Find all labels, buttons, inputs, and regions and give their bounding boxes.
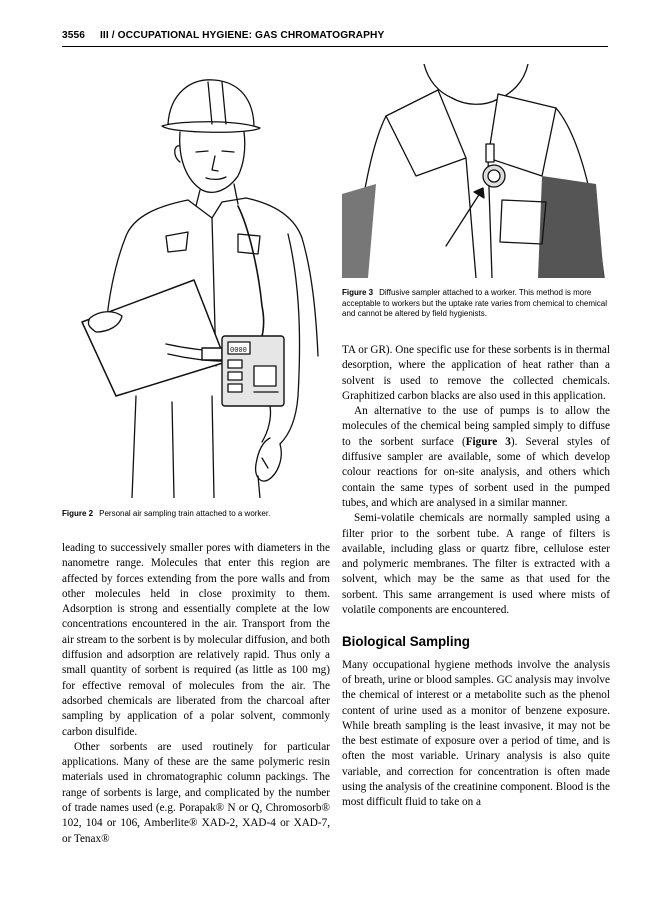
right-para-3: Semi-volatile chemicals are normally sampled using a filter prior to the sorbent tube. A range of filters is available, including glass or quartz fibre, cellulose ester and polymeric membranes. The filter is extracted with a solvent, which may be the same as that used for the sorbent. This same arrangement is used where mists of volatile components are encountered. <box>342 512 610 617</box>
page-number: 3556 <box>62 30 86 41</box>
running-head <box>62 30 608 47</box>
right-para-2-after: ). Several styles of diffusive sampler are available, some of which develop colour reactions for on-site analysis, and others which contain the same types of sorbent used in the pumped tubes, and which are analysed in a similar manner. <box>342 435 610 509</box>
figure-3-label: Figure 3 <box>342 288 374 297</box>
right-para-4: Many occupational hygiene methods involve the analysis of breath, urine or blood samples. GC analysis may involve the chemical of interest or a metabolite such as the phenol content of urine used as a monitor of benzene exposure. While breath sampling is the least invasive, it may not be the best estimate of exposure over a period of time, and is often the most variable. Urinary analysis is also quite variable, and correction for concentration is often made using the analysis of the creatinine component. Blood is the most difficult fluid to take on a <box>342 658 610 809</box>
right-para-1: TA or GR). One specific use for these sorbents is in thermal desorption, where the application of heat rather than a solvent is used to remove the collected chemicals. Graphitized carbon blacks are also used in this application. <box>342 344 610 402</box>
running-title: III / OCCUPATIONAL HYGIENE: GAS CHROMATOGRAPHY <box>100 30 385 41</box>
right-para-2-before: An alternative to the use of pumps is to allow the molecules of the chemical being sampled simply to diffuse to the sorbent surface ( <box>342 405 610 448</box>
right-para-2 <box>342 404 610 511</box>
pump-display-readout: 0000 <box>230 347 247 355</box>
figure-3-reference[interactable]: Figure 3 <box>465 435 511 448</box>
section-heading-biological-sampling: Biological Sampling <box>342 634 470 650</box>
figure-3-caption <box>342 288 610 320</box>
figure-2-caption <box>62 509 324 520</box>
left-column <box>62 541 330 847</box>
left-para-1: leading to successively smaller pores with diameters in the nanometre range. Molecules that enter this region are affected by forces extending from the pore walls and from other molecules held in close proximity to them. Adsorption is strong and essentially complete at the low concentrations encountered in the air. Transport from the air stream to the sorbent is by molecular diffusion, and both diffusion and adsorption are relatively rapid. Thus only a small quantity of sorbent is required (as little as 100 mg) for effective removal of molecules from the air. The adsorbed chemicals are liberated from the charcoal after sampling by application of a polar solvent, commonly carbon disulfide. <box>62 542 330 738</box>
left-para-2: Other sorbents are used routinely for particular applications. Many of these are the same polymeric resin materials used in chromatographic column packings. The range of sorbents is large, and complicated by the number of trade names used (e.g. Porapak® N or Q, Chromosorb® 102, 104 or 106, Amberlite® XAD-2, XAD-4 or XAD-7, or Tenax® <box>62 740 330 845</box>
figure-2-caption-text: Personal air sampling train attached to a worker. <box>99 509 271 518</box>
figure-3-caption-text: Diffusive sampler attached to a worker. This method is more acceptable to workers but the uptake rate varies from chemical to chemical and cannot be altered by field hygienists. <box>342 288 608 318</box>
figure-2-label: Figure 2 <box>62 509 94 518</box>
figure-3-illustration <box>342 64 610 278</box>
figure-2-illustration <box>62 66 324 498</box>
right-column <box>342 343 610 811</box>
